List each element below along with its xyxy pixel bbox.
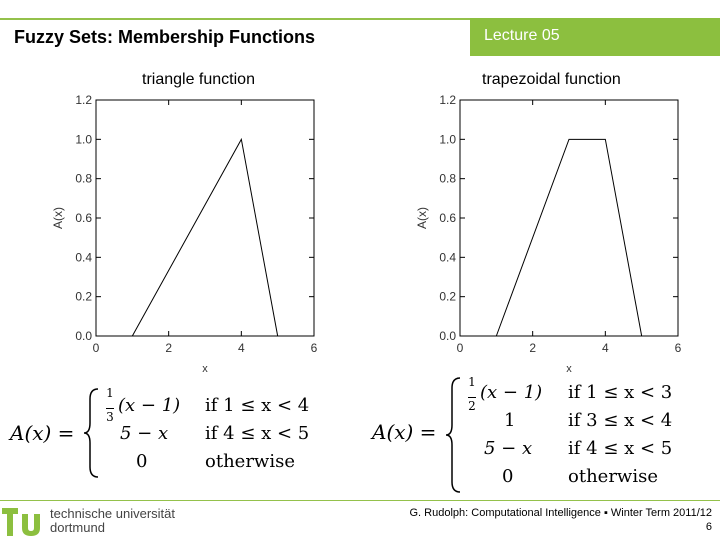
x-tick-label: 2 xyxy=(529,341,537,355)
y-tick-label: 1.0 xyxy=(439,132,456,147)
x-axis-label: x xyxy=(202,363,208,375)
y-tick-label: 1.2 xyxy=(75,93,92,107)
fraction-numerator: 1 xyxy=(468,375,476,389)
footer-credit-line: G. Rudolph: Computational Intelligence ▪ Winter Term 2011/12 xyxy=(409,507,712,519)
y-tick-label: 1.0 xyxy=(75,132,92,147)
triangle-formula xyxy=(10,385,340,480)
university-line-1: technische universität xyxy=(50,506,176,521)
left-brace-icon xyxy=(444,376,464,494)
case-condition: if 3 ≤ x < 4 xyxy=(568,410,673,431)
triangle-plot-title: triangle function xyxy=(142,71,255,88)
footer-divider xyxy=(0,500,720,501)
series-line xyxy=(496,139,641,336)
left-brace-icon xyxy=(82,387,102,479)
case-condition: if 4 ≤ x < 5 xyxy=(205,423,310,444)
x-tick-label: 6 xyxy=(310,341,318,355)
lecture-label: Lecture 05 xyxy=(484,27,560,44)
case-condition: if 1 ≤ x < 3 xyxy=(568,382,673,403)
y-axis-label: A(x) xyxy=(415,207,429,229)
x-axis-label: x xyxy=(566,363,572,375)
y-tick-label: 0.4 xyxy=(439,250,456,265)
y-tick-label: 0.2 xyxy=(75,289,92,304)
y-tick-label: 0.0 xyxy=(439,329,456,343)
case-expr: (x − 1) xyxy=(118,395,181,416)
fraction-denominator: 3 xyxy=(106,410,114,424)
case-condition: if 4 ≤ x < 5 xyxy=(568,438,673,459)
case-expr: 1 xyxy=(504,410,516,431)
case-condition: otherwise xyxy=(568,466,658,487)
university-line-2: dortmund xyxy=(50,520,105,535)
fraction-denominator: 2 xyxy=(468,399,476,413)
tu-logo-icon xyxy=(2,504,46,538)
y-tick-label: 0.0 xyxy=(75,329,92,343)
formula-lhs: A(x) = xyxy=(10,421,75,445)
series-line xyxy=(132,139,277,336)
x-tick-label: 4 xyxy=(237,341,245,355)
y-tick-label: 0.4 xyxy=(75,250,92,265)
case-expr: 0 xyxy=(502,466,514,487)
footer-credit xyxy=(410,506,713,534)
slide-title: Fuzzy Sets: Membership Functions xyxy=(14,27,316,47)
case-expr: 5 − x xyxy=(120,423,169,444)
x-tick-label: 4 xyxy=(601,341,609,355)
triangle-chart xyxy=(40,88,330,380)
case-condition: otherwise xyxy=(205,451,295,472)
y-tick-label: 1.2 xyxy=(439,93,456,107)
x-tick-label: 0 xyxy=(92,341,100,355)
plot-frame xyxy=(460,100,678,336)
case-expr: 5 − x xyxy=(484,438,533,459)
fraction xyxy=(468,376,476,412)
y-tick-label: 0.8 xyxy=(75,171,92,186)
y-axis-label: A(x) xyxy=(51,207,65,229)
case-expr: 0 xyxy=(136,451,148,472)
fraction-numerator: 1 xyxy=(106,386,114,400)
plot-frame xyxy=(96,100,314,336)
x-tick-label: 2 xyxy=(165,341,173,355)
y-tick-label: 0.8 xyxy=(439,171,456,186)
trapezoid-chart xyxy=(404,88,694,380)
y-tick-label: 0.6 xyxy=(75,211,92,225)
trapezoid-formula xyxy=(372,374,692,494)
university-name xyxy=(50,507,175,535)
x-tick-label: 0 xyxy=(456,341,464,355)
case-expr: (x − 1) xyxy=(480,382,543,403)
case-condition: if 1 ≤ x < 4 xyxy=(205,395,310,416)
fraction xyxy=(106,387,114,423)
formula-lhs: A(x) = xyxy=(372,420,437,444)
y-tick-label: 0.2 xyxy=(439,289,456,304)
trapezoid-plot-title: trapezoidal function xyxy=(482,71,621,88)
page-number: 6 xyxy=(705,521,712,533)
y-tick-label: 0.6 xyxy=(439,211,456,225)
x-tick-label: 6 xyxy=(674,341,682,355)
